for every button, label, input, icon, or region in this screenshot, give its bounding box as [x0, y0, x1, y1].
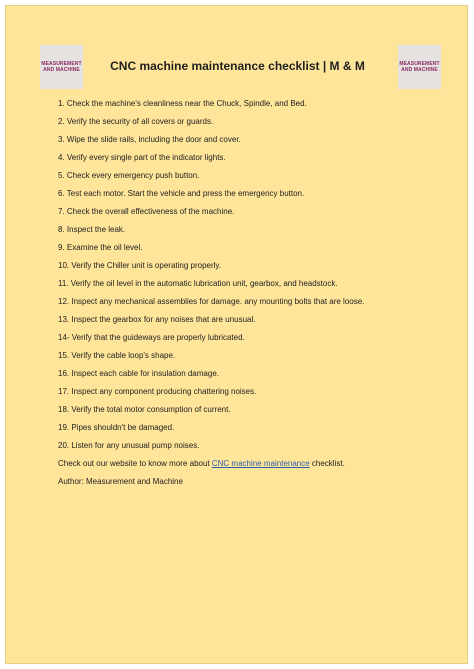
checklist-item: 16. Inspect each cable for insulation damage.	[58, 369, 219, 378]
logo-text-line1: MEASUREMENT	[41, 61, 82, 67]
cnc-maintenance-link[interactable]: CNC machine maintenance	[211, 459, 310, 468]
checklist-item: 17. Inspect any component producing chattering noises.	[58, 387, 257, 396]
checklist-item: 4. Verify every single part of the indicator lights.	[58, 153, 226, 162]
logo-text-line2: AND MACHINE	[401, 67, 438, 73]
checklist-item: 14- Verify that the guideways are properly lubricated.	[58, 333, 245, 342]
checklist-item: 11. Verify the oil level in the automatic lubrication unit, gearbox, and headstock.	[58, 279, 338, 288]
checklist-item: 18. Verify the total motor consumption of current.	[58, 405, 231, 414]
checklist	[58, 99, 364, 459]
checklist-item: 5. Check every emergency push button.	[58, 171, 200, 180]
checklist-item: 10. Verify the Chiller unit is operating properly.	[58, 261, 222, 270]
website-note-suffix: checklist.	[309, 459, 345, 468]
checklist-item: 9. Examine the oil level.	[58, 243, 143, 252]
checklist-item: 1. Check the machine's cleanliness near the Chuck, Spindle, and Bed.	[58, 99, 307, 108]
checklist-item: 13. Inspect the gearbox for any noises that are unusual.	[58, 315, 256, 324]
website-note-prefix: Check out our website to know more about	[58, 459, 212, 468]
checklist-item: 20. Listen for any unusual pump noises.	[58, 441, 200, 450]
checklist-item: 15. Verify the cable loop's shape.	[58, 351, 176, 360]
document-page	[5, 5, 468, 664]
author-line: Author: Measurement and Machine	[58, 477, 183, 486]
checklist-item: 7. Check the overall effectiveness of the machine.	[58, 207, 235, 216]
checklist-item: 2. Verify the security of all covers or guards.	[58, 117, 214, 126]
logo-text-line2: AND MACHINE	[43, 67, 80, 73]
logo-text-line1: MEASUREMENT	[399, 61, 440, 67]
checklist-item: 3. Wipe the slide rails, including the door and cover.	[58, 135, 241, 144]
page-title: CNC machine maintenance checklist | M & M	[110, 59, 365, 73]
website-note	[58, 459, 345, 468]
checklist-item: 8. Inspect the leak.	[58, 225, 126, 234]
checklist-item: 6. Test each motor. Start the vehicle and press the emergency button.	[58, 189, 305, 198]
checklist-item: 12. Inspect any mechanical assemblies for damage. any mounting bolts that are loose.	[58, 297, 365, 306]
checklist-item: 19. Pipes shouldn't be damaged.	[58, 423, 175, 432]
